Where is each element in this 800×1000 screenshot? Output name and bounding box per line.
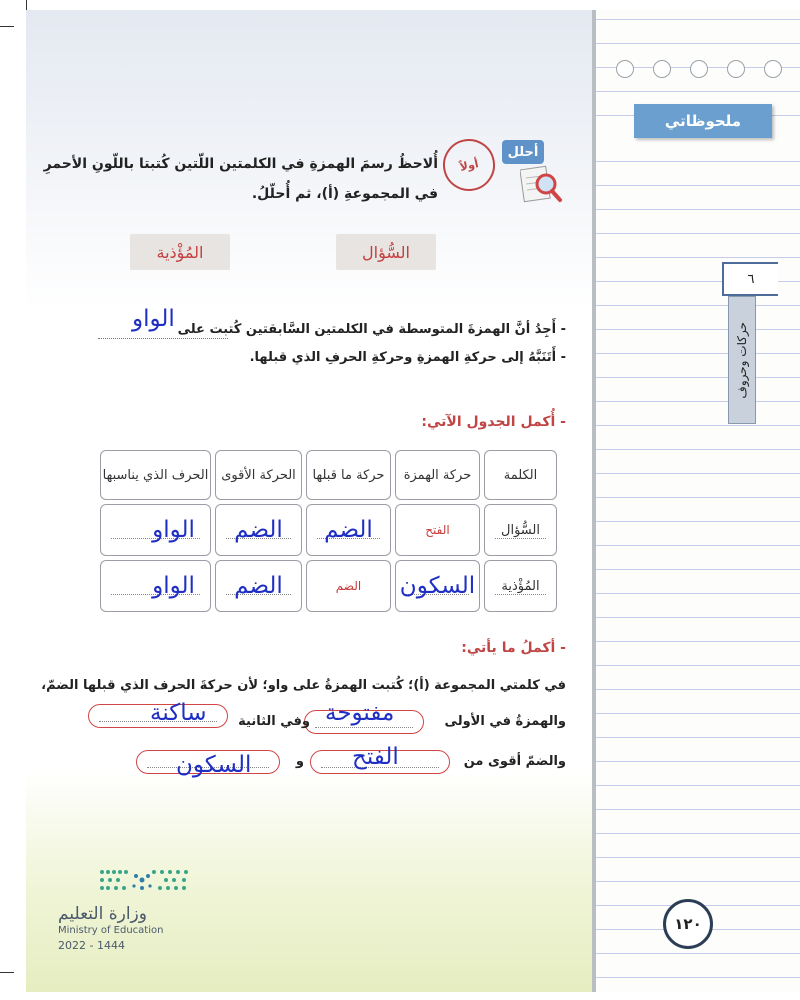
ministry-name-english: Ministry of Education — [58, 925, 164, 936]
table-cell — [100, 560, 211, 612]
analyze-badge: أحلل — [502, 140, 544, 164]
ministry-year: 2022 - 1444 — [58, 939, 125, 952]
table-cell — [215, 504, 302, 556]
binder-hole — [727, 60, 745, 78]
complete-line-1: في كلمتي المجموعة (أ)؛ كُتبت الهمزةُ على واو؛ لأن حركةَ الحرف الذي قبلها الضمّ، — [41, 678, 566, 693]
complete-heading: - أكملُ ما يأتي: — [461, 640, 566, 656]
table-header: حركة ما قبلها — [306, 450, 391, 500]
cell-handwritten: الضم — [234, 573, 283, 599]
bullet-line-2: - أَتَنَبَّهُ إلى حركةِ الهمزةِ وحركةِ الحرفِ الذي قبلها. — [249, 350, 566, 365]
unit-title: حركات وحروف — [735, 321, 749, 399]
binder-hole — [690, 60, 708, 78]
answer-handwritten: مفتوحة — [325, 700, 395, 726]
table-cell — [395, 560, 480, 612]
cell-text: المُؤْذية — [501, 578, 540, 594]
complete-line-3b: و — [295, 754, 304, 769]
table-header: الحرف الذي يناسبها — [100, 450, 211, 500]
crop-mark — [0, 26, 14, 27]
complete-line-2b: وفي الثانية — [238, 714, 310, 729]
complete-line-3a: والضمّ أقوى من — [463, 754, 566, 769]
binder-hole — [653, 60, 671, 78]
unit-title-tab — [728, 296, 756, 424]
answer-handwritten: ساكنة — [150, 700, 207, 726]
table-header: الحركة الأقوى — [215, 450, 302, 500]
first-marker: أولاً — [438, 134, 500, 196]
table-cell — [100, 504, 211, 556]
crop-mark — [0, 972, 14, 973]
notes-title: ملحوظاتي — [634, 104, 772, 138]
instruction-line-1: أُلاحظُ رسمَ الهمزةِ في الكلمتين اللّتين كُتبتا باللّونِ الأحمرِ — [43, 156, 438, 172]
complete-line-2a: والهمزةُ في الأولى — [444, 714, 566, 729]
binder-hole — [616, 60, 634, 78]
cell-handwritten: الواو — [152, 517, 195, 543]
cell-handwritten: السكون — [399, 573, 476, 599]
notes-panel — [592, 10, 800, 992]
ministry-name-arabic: وزارة التعليم — [58, 904, 147, 924]
cell-text: الضم — [335, 579, 362, 593]
crop-mark — [26, 0, 27, 10]
table-row-word — [484, 504, 557, 556]
unit-number: ٦ — [722, 262, 778, 296]
table-header: الكلمة — [484, 450, 557, 500]
table-heading: - أُكمل الجدول الآتي: — [421, 414, 566, 430]
answer-handwritten: الفتح — [352, 744, 399, 770]
table-row-word — [484, 560, 557, 612]
answer-handwritten: السكون — [176, 752, 252, 778]
page-number: ١٢٠ — [663, 899, 713, 949]
ministry-logo-icon — [96, 864, 192, 896]
table-cell — [306, 560, 391, 612]
cell-handwritten: الواو — [152, 573, 195, 599]
answer-handwritten: الواو — [132, 306, 175, 332]
instruction-line-2: في المجموعةِ (أ)، ثم أُحلّلُ. — [251, 186, 438, 202]
table-cell — [395, 504, 480, 556]
table-header: حركة الهمزة — [395, 450, 480, 500]
table-cell — [306, 504, 391, 556]
word-tag-2: المُؤْذية — [130, 234, 230, 270]
cell-text: الفتح — [425, 523, 450, 537]
cell-text: السُّؤال — [501, 522, 540, 538]
binder-hole — [764, 60, 782, 78]
word-tag-1: السُّؤال — [336, 234, 436, 270]
cell-handwritten: الضم — [324, 517, 373, 543]
magnifier-icon — [520, 164, 564, 206]
bullet-line-1: - أَجِدُ أنَّ الهمزةَ المتوسطة في الكلمتين السَّابقتين كُتبت على — [177, 322, 566, 337]
cell-handwritten: الضم — [234, 517, 283, 543]
table-cell — [215, 560, 302, 612]
